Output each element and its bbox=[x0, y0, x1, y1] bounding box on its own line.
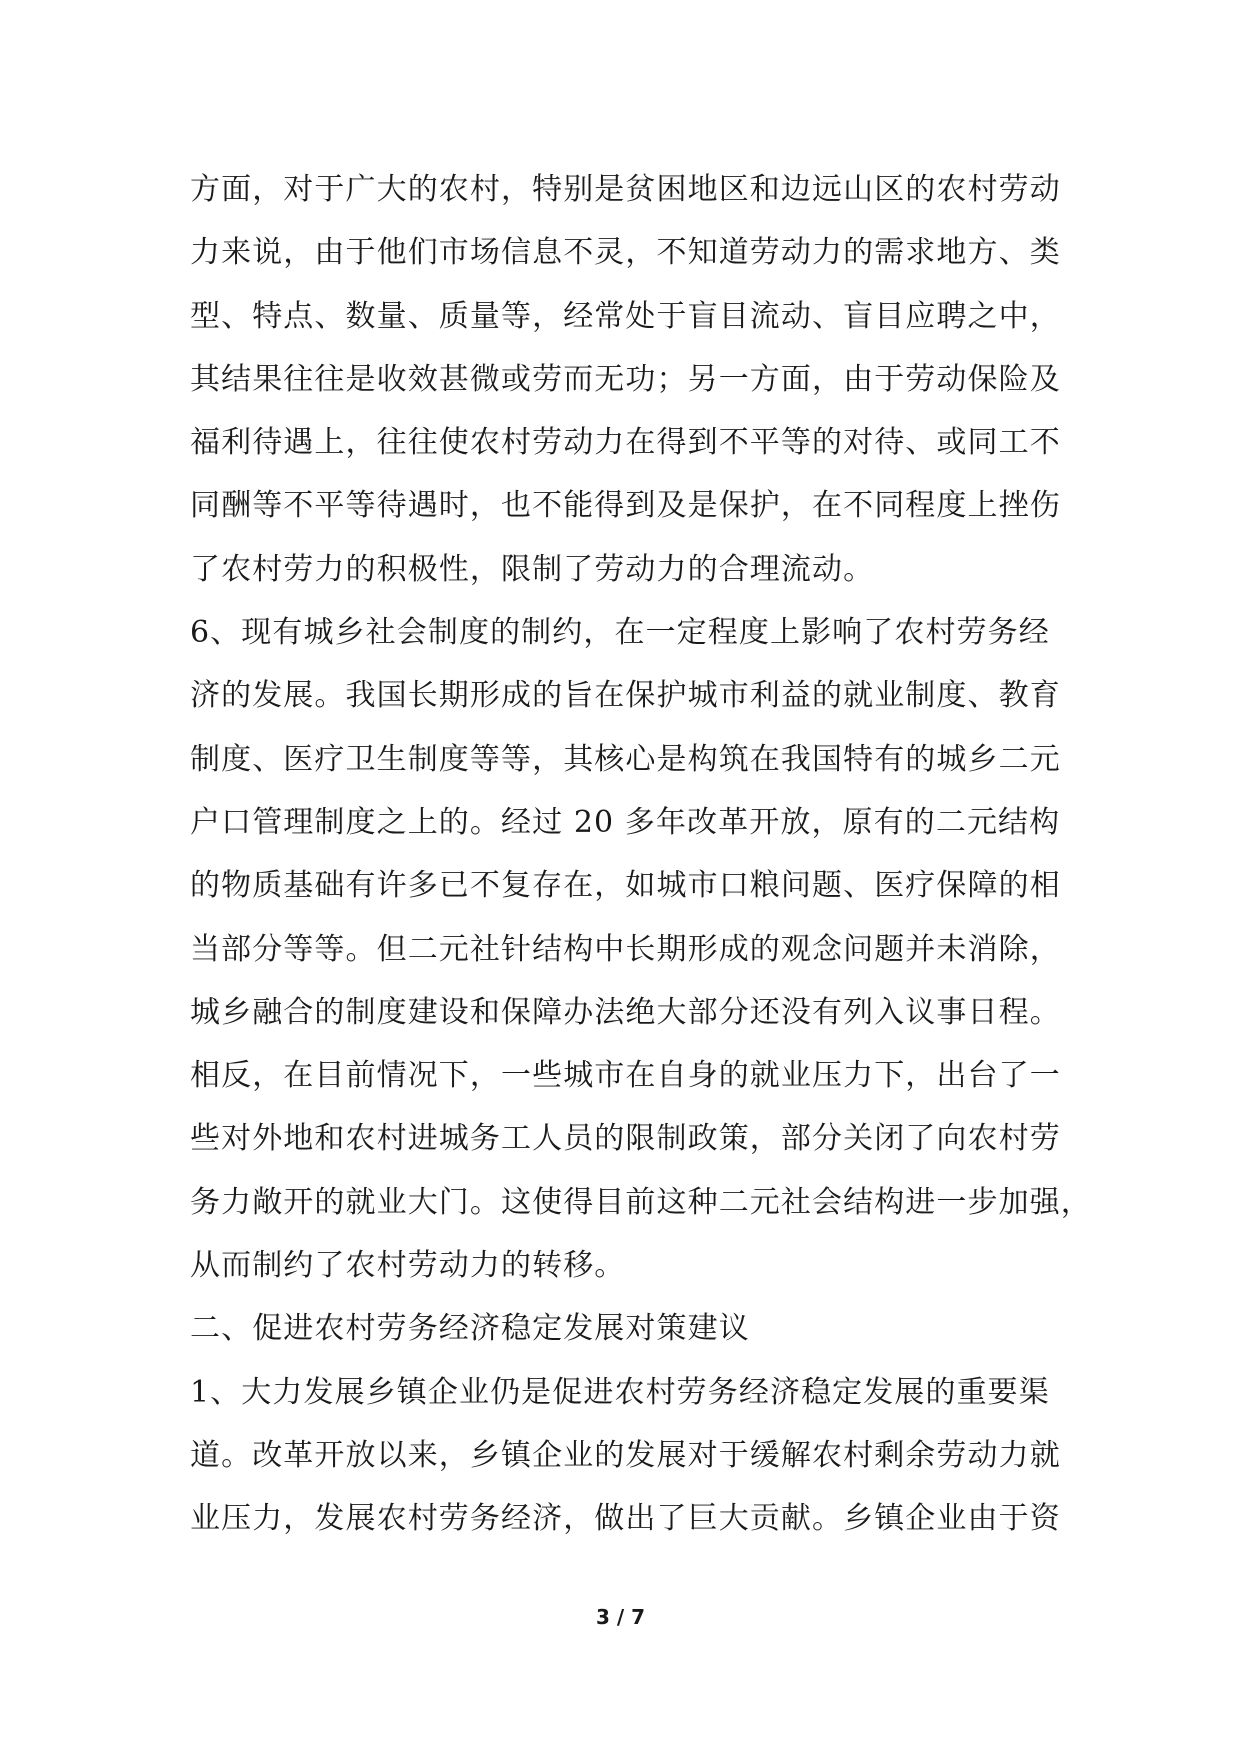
text-line: 同酬等不平等待遇时，也不能得到及是保护，在不同程度上挫伤 bbox=[190, 488, 1061, 524]
text-line: 1、大力发展乡镇企业仍是促进农村劳务经济稳定发展的重要渠 bbox=[190, 1374, 1050, 1410]
text-line: 的物质基础有许多已不复存在，如城市口粮问题、医疗保障的相 bbox=[190, 868, 1061, 904]
text-line: 户口管理制度之上的。经过 20 多年改革开放，原有的二元结构 bbox=[190, 804, 1061, 840]
text-line: 6、现有城乡社会制度的制约，在一定程度上影响了农村劳务经 bbox=[190, 615, 1050, 651]
text-line: 济的发展。我国长期形成的旨在保护城市利益的就业制度、教育 bbox=[190, 678, 1061, 714]
document-body bbox=[190, 158, 1092, 1551]
text-line: 其结果往往是收效甚微或劳而无功；另一方面，由于劳动保险及 bbox=[190, 361, 1061, 397]
text-line: 城乡融合的制度建设和保障办法绝大部分还没有列入议事日程。 bbox=[190, 994, 1061, 1030]
text-line: 型、特点、数量、质量等，经常处于盲目流动、盲目应聘之中， bbox=[190, 298, 1061, 334]
text-line: 相反，在目前情况下，一些城市在自身的就业压力下，出台了一 bbox=[190, 1058, 1061, 1094]
text-line: 些对外地和农村进城务工人员的限制政策，部分关闭了向农村劳 bbox=[190, 1121, 1061, 1157]
text-line: 业压力，发展农村劳务经济，做出了巨大贡献。乡镇企业由于资 bbox=[190, 1501, 1061, 1537]
text-line: 务力敞开的就业大门。这使得目前这种二元社会结构进一步加强， bbox=[190, 1184, 1092, 1220]
section-heading: 二、促进农村劳务经济稳定发展对策建议 bbox=[190, 1311, 750, 1347]
text-line: 方面，对于广大的农村，特别是贫困地区和边远山区的农村劳动 bbox=[190, 172, 1061, 207]
text-line: 力来说，由于他们市场信息不灵，不知道劳动力的需求地方、类 bbox=[190, 235, 1061, 271]
text-line: 当部分等等。但二元社针结构中长期形成的观念问题并未消除， bbox=[190, 931, 1061, 967]
text-line: 从而制约了农村劳动力的转移。 bbox=[190, 1248, 626, 1284]
text-line: 福利待遇上，往往使农村劳动力在得到不平等的对待、或同工不 bbox=[190, 425, 1061, 461]
text-line: 制度、医疗卫生制度等等，其核心是构筑在我国特有的城乡二元 bbox=[190, 741, 1061, 777]
text-line: 道。改革开放以来，乡镇企业的发展对于缓解农村剩余劳动力就 bbox=[190, 1437, 1061, 1473]
page-number: 3 / 7 bbox=[595, 1605, 646, 1629]
text-line: 了农村劳力的积极性，限制了劳动力的合理流动。 bbox=[190, 551, 875, 587]
